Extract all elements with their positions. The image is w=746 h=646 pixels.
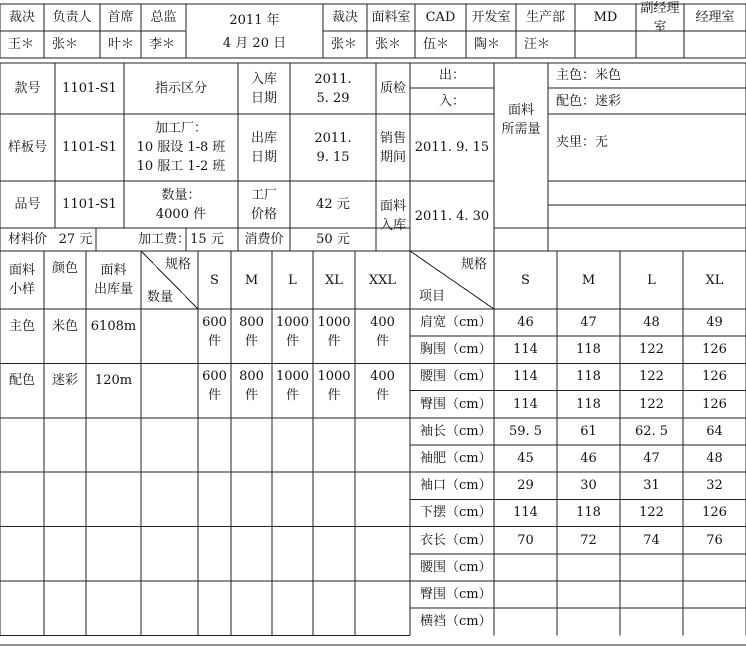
- header-label: 开发室: [471, 10, 511, 25]
- fabric-row-name: 配色: [8, 373, 35, 389]
- main-color: 主色：米色: [556, 68, 622, 83]
- qc-in: 入：: [438, 93, 465, 109]
- measure-diag-item: 项目: [418, 288, 445, 304]
- item-no-label: 品号: [14, 197, 41, 212]
- measure-item: 腰围（cm）: [420, 369, 492, 385]
- sale-period-value: 2011. 9. 15: [414, 140, 490, 155]
- item-no-value: 1101-S1: [62, 197, 117, 212]
- measure-value: 49: [706, 315, 723, 331]
- measure-value: 32: [706, 478, 723, 494]
- measure-value: 114: [513, 396, 538, 412]
- material-price-value: 27 元: [58, 232, 93, 247]
- measure-value: 126: [702, 369, 727, 385]
- style-no-value: 1101-S1: [62, 81, 117, 96]
- consumer-price-label: 消费价: [244, 232, 284, 247]
- measure-size-header: L: [647, 272, 656, 288]
- consumer-price-value: 50 元: [316, 232, 350, 247]
- fabric-size-header: L: [288, 272, 297, 288]
- fabric-in-label: 面料 入库: [379, 199, 406, 233]
- out-date-value: 2011. 9. 15: [314, 130, 352, 165]
- fabric-diag-spec: 规格: [164, 256, 191, 272]
- fabric-row-color: 米色: [51, 319, 78, 334]
- header-label: CAD: [425, 10, 456, 25]
- measure-size-header: XL: [705, 272, 724, 288]
- header-label: MD: [593, 10, 618, 25]
- measure-value: [494, 608, 557, 635]
- measure-size-header: M: [581, 272, 596, 288]
- fabric-row-count: 800 件: [239, 369, 264, 404]
- measure-value: [683, 581, 746, 608]
- measure-value: [557, 554, 620, 581]
- measure-item: 臀围（cm）: [420, 587, 492, 603]
- measure-value: 31: [643, 478, 660, 494]
- header-date-year: 2011 年: [229, 12, 280, 28]
- quantity-value: 数量： 4000 件: [155, 187, 207, 222]
- measure-value: 29: [517, 478, 534, 494]
- style-no-label: 款号: [14, 81, 41, 96]
- measure-value: 72: [580, 532, 597, 548]
- header-label: 裁决: [331, 10, 358, 25]
- measure-value: 126: [702, 342, 727, 358]
- measure-value: 62. 5: [634, 423, 669, 439]
- measure-item: 衣长（cm）: [420, 532, 492, 548]
- measure-value: 47: [580, 315, 597, 331]
- measure-value: 122: [639, 396, 664, 412]
- header-signature: [684, 31, 746, 58]
- header-label: 负责人: [52, 10, 92, 25]
- measure-value: 45: [517, 451, 534, 467]
- header-signature: [636, 31, 684, 58]
- measure-value: 114: [513, 369, 538, 385]
- header-label: 裁决: [8, 10, 35, 25]
- fabric-row-count: 400 件: [370, 369, 395, 404]
- factory-value: 加工厂： 10 服设 1-8 班 10 服工 1-2 班: [136, 121, 226, 174]
- fabric-row-count: 600 件: [202, 315, 227, 349]
- measure-value: 48: [706, 451, 723, 467]
- measure-value: 126: [702, 505, 727, 521]
- header-label: 经理室: [695, 10, 735, 25]
- fabric-row-count: 1000 件: [275, 369, 310, 404]
- header-signature: 叶＊: [108, 37, 135, 52]
- fabric-row-count: 400 件: [370, 315, 395, 349]
- in-date-value: 2011. 5. 29: [314, 71, 352, 106]
- header-label: 首席: [107, 10, 134, 25]
- fabric-diag-qty: 数量: [146, 289, 173, 305]
- measure-value: 46: [517, 315, 534, 331]
- header-signature: [575, 31, 636, 58]
- factory-price-label: 工厂 价格: [250, 187, 277, 222]
- measure-value: 48: [643, 315, 660, 331]
- header-signature: 张＊: [375, 37, 402, 52]
- measure-value: 118: [576, 396, 601, 412]
- measure-item: 袖口（cm）: [420, 478, 492, 494]
- measure-value: 114: [513, 505, 538, 521]
- measure-value: 64: [706, 423, 723, 439]
- measure-value: 118: [576, 505, 601, 521]
- measure-value: [620, 554, 683, 581]
- measure-item: 袖肥（cm）: [420, 451, 492, 467]
- measure-value: 122: [639, 505, 664, 521]
- qc-label: 质检: [379, 81, 406, 96]
- fabric-row-count: 1000 件: [317, 369, 351, 404]
- measure-value: 46: [580, 451, 597, 467]
- measure-size-header: S: [521, 272, 530, 288]
- measure-value: [557, 581, 620, 608]
- header-signature: 陶＊: [474, 37, 501, 52]
- fabric-row-qty: 6108m: [90, 319, 137, 334]
- qc-out: 出：: [438, 68, 465, 83]
- fabric-size-header: M: [244, 272, 259, 288]
- measure-item: 臀围（cm）: [420, 396, 492, 412]
- measure-value: [683, 608, 746, 635]
- header-label: 副经理室: [640, 0, 680, 35]
- measure-value: 59. 5: [508, 423, 543, 439]
- measure-value: [494, 554, 557, 581]
- measure-value: 122: [639, 342, 664, 358]
- header-signature: 伍＊: [423, 37, 450, 52]
- measure-item: 肩宽（cm）: [420, 315, 492, 331]
- out-date-label: 出库 日期: [250, 130, 277, 165]
- measure-value: 30: [580, 478, 597, 494]
- measure-value: 118: [576, 369, 601, 385]
- fabric-row-count: 800 件: [239, 315, 264, 349]
- fabric-row-name: 主色: [8, 319, 35, 334]
- processing-fee: 加工费：15 元: [138, 232, 224, 247]
- measure-value: 114: [513, 342, 538, 358]
- sample-no-value: 1101-S1: [62, 140, 117, 155]
- fabric-size-header: XL: [325, 272, 343, 288]
- measure-item: 横裆（cm）: [420, 614, 492, 630]
- sample-no-label: 样板号: [7, 140, 47, 155]
- measure-item: 腰围（cm）: [420, 559, 492, 575]
- header-label: 总监: [150, 10, 177, 25]
- fabric-in-date: 2011. 4. 30: [414, 208, 490, 224]
- measure-value: 70: [517, 532, 534, 548]
- header-signature: 李＊: [149, 37, 176, 52]
- color-header: 颜色: [51, 261, 78, 276]
- measure-item: 下摆（cm）: [420, 505, 492, 521]
- fabric-out-qty-header: 面料 出库量: [93, 263, 133, 297]
- header-signature: 张＊: [52, 37, 79, 52]
- fabric-size-header: XXL: [368, 272, 397, 288]
- measure-item: 袖长（cm）: [420, 423, 492, 439]
- header-signature: 汪＊: [524, 37, 551, 52]
- header-label: 面料室: [371, 10, 411, 25]
- fabric-row-color: 迷彩: [51, 373, 78, 389]
- guide-label: 指示区分: [154, 81, 207, 96]
- lining-value: 夹里：无: [556, 135, 609, 150]
- fabric-row-count: 1000 件: [275, 315, 310, 349]
- measure-value: 74: [643, 532, 660, 548]
- header-signature: 王＊: [8, 37, 35, 52]
- measure-value: 122: [639, 369, 664, 385]
- measure-value: 126: [702, 396, 727, 412]
- measure-value: 47: [643, 451, 660, 467]
- sale-period-label: 销售 期间: [379, 130, 406, 165]
- match-color: 配色：迷彩: [556, 93, 622, 109]
- measure-value: [683, 554, 746, 581]
- header-label: 生产部: [525, 10, 565, 25]
- factory-price-value: 42 元: [316, 197, 350, 212]
- material-price-label: 材料价: [7, 232, 47, 247]
- measure-value: 76: [706, 532, 723, 548]
- measure-value: [620, 581, 683, 608]
- in-date-label: 入库 日期: [250, 71, 277, 106]
- measure-value: 61: [580, 423, 597, 439]
- measure-value: [620, 608, 683, 635]
- fabric-row-qty: 120m: [94, 373, 133, 389]
- header-signature: 张＊: [331, 37, 358, 52]
- measure-value: 118: [576, 342, 601, 358]
- fabric-row-count: 600 件: [202, 369, 227, 404]
- measure-diag-spec: 规格: [460, 256, 487, 272]
- header-date-day: 4 月 20 日: [222, 35, 287, 51]
- measure-item: 胸围（cm）: [420, 342, 492, 358]
- fabric-sample-header: 面料 小样: [8, 263, 35, 297]
- fabric-need-label: 面料 所需量: [501, 103, 541, 137]
- measure-value: [557, 608, 620, 635]
- fabric-row-count: 1000 件: [317, 315, 351, 349]
- fabric-size-header: S: [210, 272, 219, 288]
- measure-value: [494, 581, 557, 608]
